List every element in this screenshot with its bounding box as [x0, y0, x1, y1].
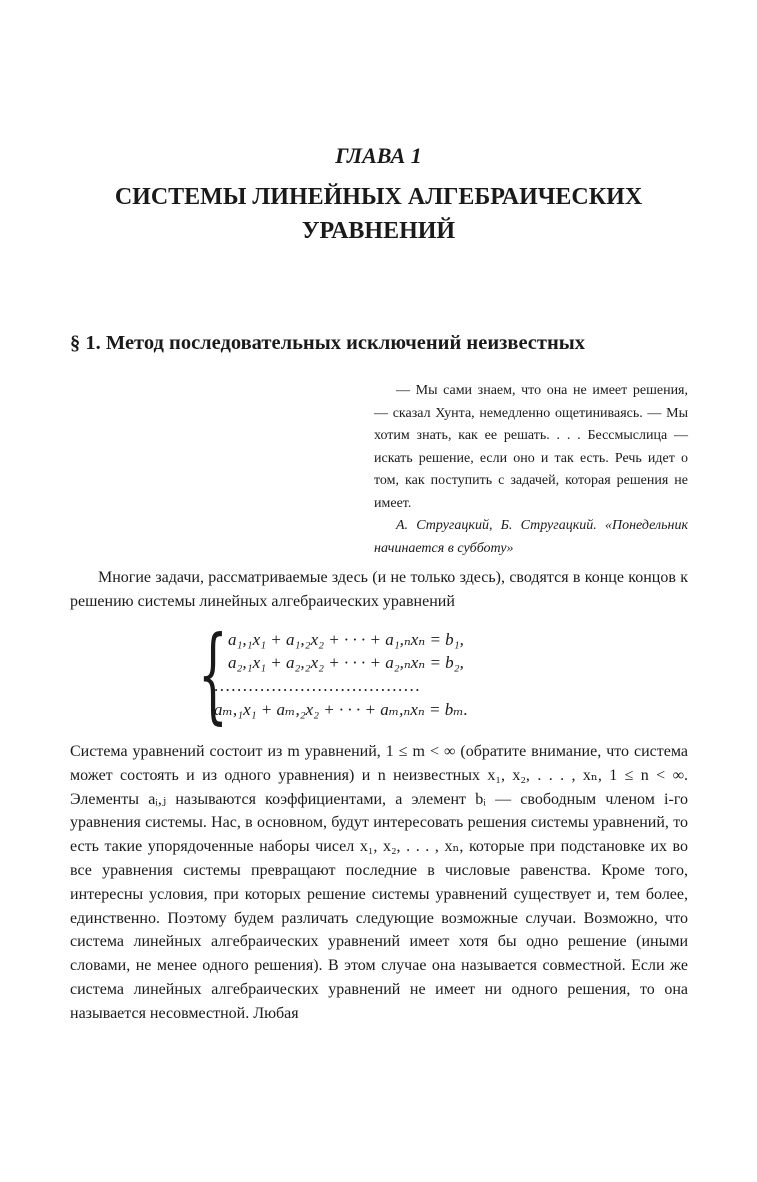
- body-text: Система уравнений состоит из m уравнений, 1 ≤ m < ∞ (обратите внимание, что система может состоять и из одного уравнения) и n неизвестных x₁, x₂, . . . , xₙ, 1 ≤ n < ∞. Элементы aᵢ,ⱼ называются коэффициентами, а элемент bᵢ — свободным членом i-го уравнения системы. Нас, в основном, будут интересовать решения системы уравнений, то есть такие упорядоченные наборы чисел x₁, x₂, . . . , xₙ, которые при подстановке их во все уравнения системы превращают последние в числовые равенства. Кроме того, интересны условия, при которых решение системы уравнений существует и, тем более, единственно. Поэтому будем различать следующие возможные случаи. Возможно, что система линейных алгебраических уравнений имеет хотя бы одно решение (иными словами, не менее одного решения). В этом случае она называется совместной. Если же система линейных алгебраических уравнений не имеет ни одного решения, то она называется несовместной. Любая: [70, 743, 688, 1022]
- equation-row-1: a₁,₁x₁ + a₁,₂x₂ + · · · + a₁,ₙxₙ = b₁,: [228, 630, 464, 649]
- chapter-label: ГЛАВА 1: [335, 143, 422, 168]
- epigraph-text: — Мы сами знаем, что она не имеет решения, — сказал Хунта, немедленно ощетиниваясь. — Мы хотим знать, как ее решать. . . . Бессмыслица — искать решение, если оно и так есть. Речь идет о том, как поступить с задачей, которая решения не имеет.: [374, 383, 688, 511]
- equation-system: [198, 613, 578, 735]
- intro-text: Многие задачи, рассматриваемые здесь (и не только здесь), сводятся в конце концов к решению системы линейных алгебраических уравнений: [70, 569, 688, 610]
- left-brace: {: [198, 613, 228, 735]
- epigraph-attribution: [374, 515, 688, 560]
- chapter-title: СИСТЕМЫ ЛИНЕЙНЫХ АЛГЕБРАИЧЕСКИХ УРАВНЕНИЙ: [114, 184, 643, 244]
- equation-dots-row: ....................................: [214, 676, 421, 695]
- equation-row-m: aₘ,₁x₁ + aₘ,₂x₂ + · · · + aₘ,ₙxₙ = bₘ.: [214, 700, 468, 719]
- section-title: § 1. Метод последовательных исключений неизвестных: [70, 332, 586, 354]
- equation-row-2: a₂,₁x₁ + a₂,₂x₂ + · · · + a₂,ₙxₙ = b₂,: [228, 653, 464, 672]
- epigraph: [374, 380, 688, 560]
- body-paragraph: [70, 740, 688, 1026]
- intro-paragraph: [70, 566, 688, 613]
- epigraph-attribution-text: А. Стругацкий, Б. Стругацкий. «Понедельник начинается в субботу»: [374, 518, 688, 556]
